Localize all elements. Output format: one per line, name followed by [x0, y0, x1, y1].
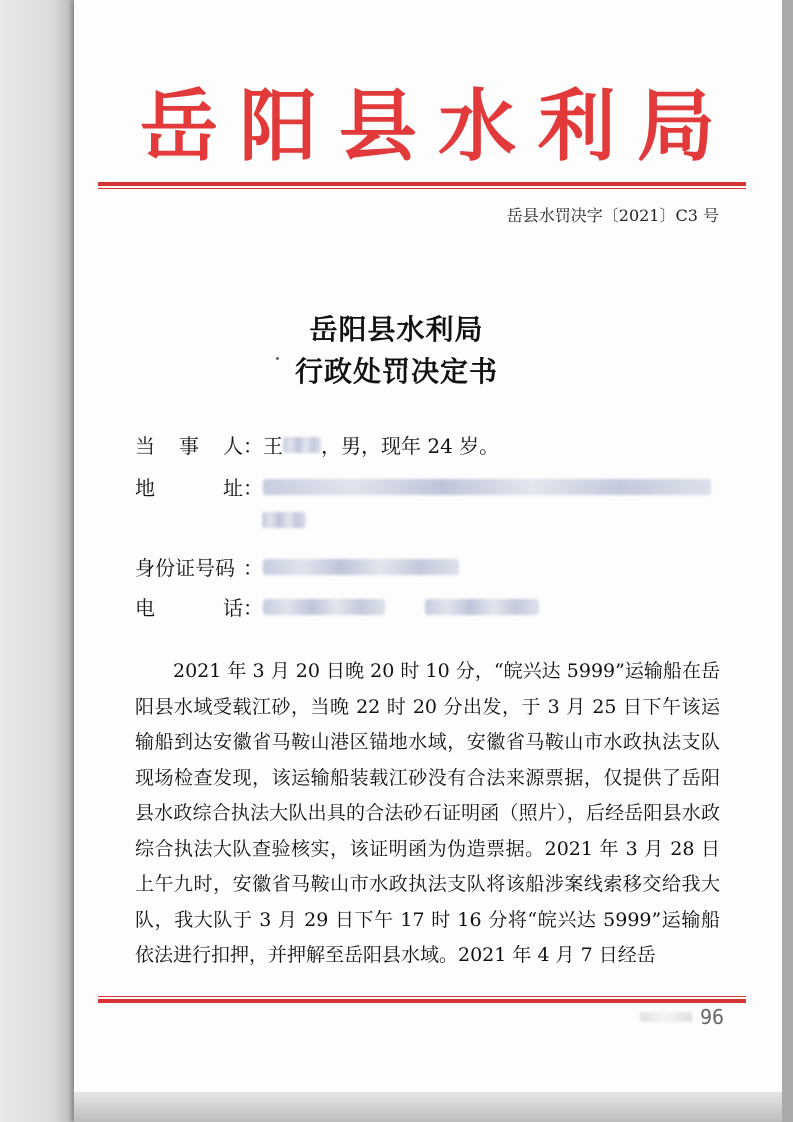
field-phone-label: 电 话	[135, 596, 243, 620]
field-id-number: 身份证号码 ：	[135, 552, 459, 581]
letterhead-char: 局	[636, 81, 715, 172]
letterhead-char: 利	[537, 81, 616, 172]
letterhead-char: 阳	[239, 81, 318, 172]
document-title-agency: 岳阳县水利局	[309, 313, 484, 346]
footer-rule-thin	[98, 996, 746, 997]
page-number: 96	[700, 1005, 725, 1029]
letterhead-char: 岳	[140, 81, 219, 172]
letterhead-char: 水	[438, 81, 517, 172]
field-id-label: 身份证号码	[135, 556, 235, 580]
scan-smudge	[640, 1012, 692, 1022]
field-phone: 电 话 ：	[135, 592, 539, 621]
field-address-cont	[262, 512, 306, 528]
field-address-label: 地 址	[135, 476, 243, 500]
document-number: 岳县水罚决字〔2021〕C3 号	[506, 206, 719, 225]
scan-left-edge	[0, 0, 74, 1122]
field-party: 当 事 人 ： 王 ，男，现年 24 岁。	[135, 430, 499, 459]
document-title-type: 行政处罚决定书	[294, 355, 498, 388]
letterhead-rule-top-thick	[98, 182, 746, 186]
letterhead-rule-top-thin	[98, 188, 746, 189]
field-party-label: 当 事 人	[135, 434, 243, 458]
letterhead-char: 县	[338, 81, 417, 172]
field-address: 地 址 ：	[135, 472, 711, 501]
redacted-phone-1	[263, 599, 385, 615]
party-name-suffix: ，男，现年 24 岁。	[321, 434, 500, 458]
body-paragraph: 2021 年 3 月 20 日晚 20 时 10 分，“皖兴达 5999”运输船在岳阳县水域受载江砂，当晚 22 时 20 分出发，于 3 月 25 日下午该运输船到达安徽省马鞍山港区锚地水域，安徽省马鞍山市水政执法支队现场检查发现，该运输船装载江砂没有合法来源票据，仅提供了岳阳县水政综合执法大队出具的合法砂石证明函（照片），后经岳阳县水政综合执法大队查验核实，该证明函为伪造票据。2021 年 3 月 28 日上午九时，安徽省马鞍山市水政执法支队将该船涉案线索移交给我大队，我大队于 3 月 29 日下午 17 时 16 分将“皖兴达 5999”运输船 依法进行扣押，并押解至岳阳县水域。2021 年 4 月 7 日经岳	[135, 660, 720, 966]
redacted-name	[283, 437, 321, 453]
scan-right-edge	[782, 0, 793, 1122]
scan-speck	[276, 357, 279, 360]
scan-bottom-edge	[74, 1092, 782, 1122]
letterhead-agency-name	[140, 81, 715, 172]
redacted-phone-2	[425, 599, 539, 615]
redacted-address-line2	[262, 512, 306, 528]
footer-rule-thick	[98, 999, 746, 1003]
party-name-prefix: 王	[263, 434, 283, 458]
redacted-id-number	[263, 559, 459, 575]
redacted-address-line1	[263, 479, 711, 495]
